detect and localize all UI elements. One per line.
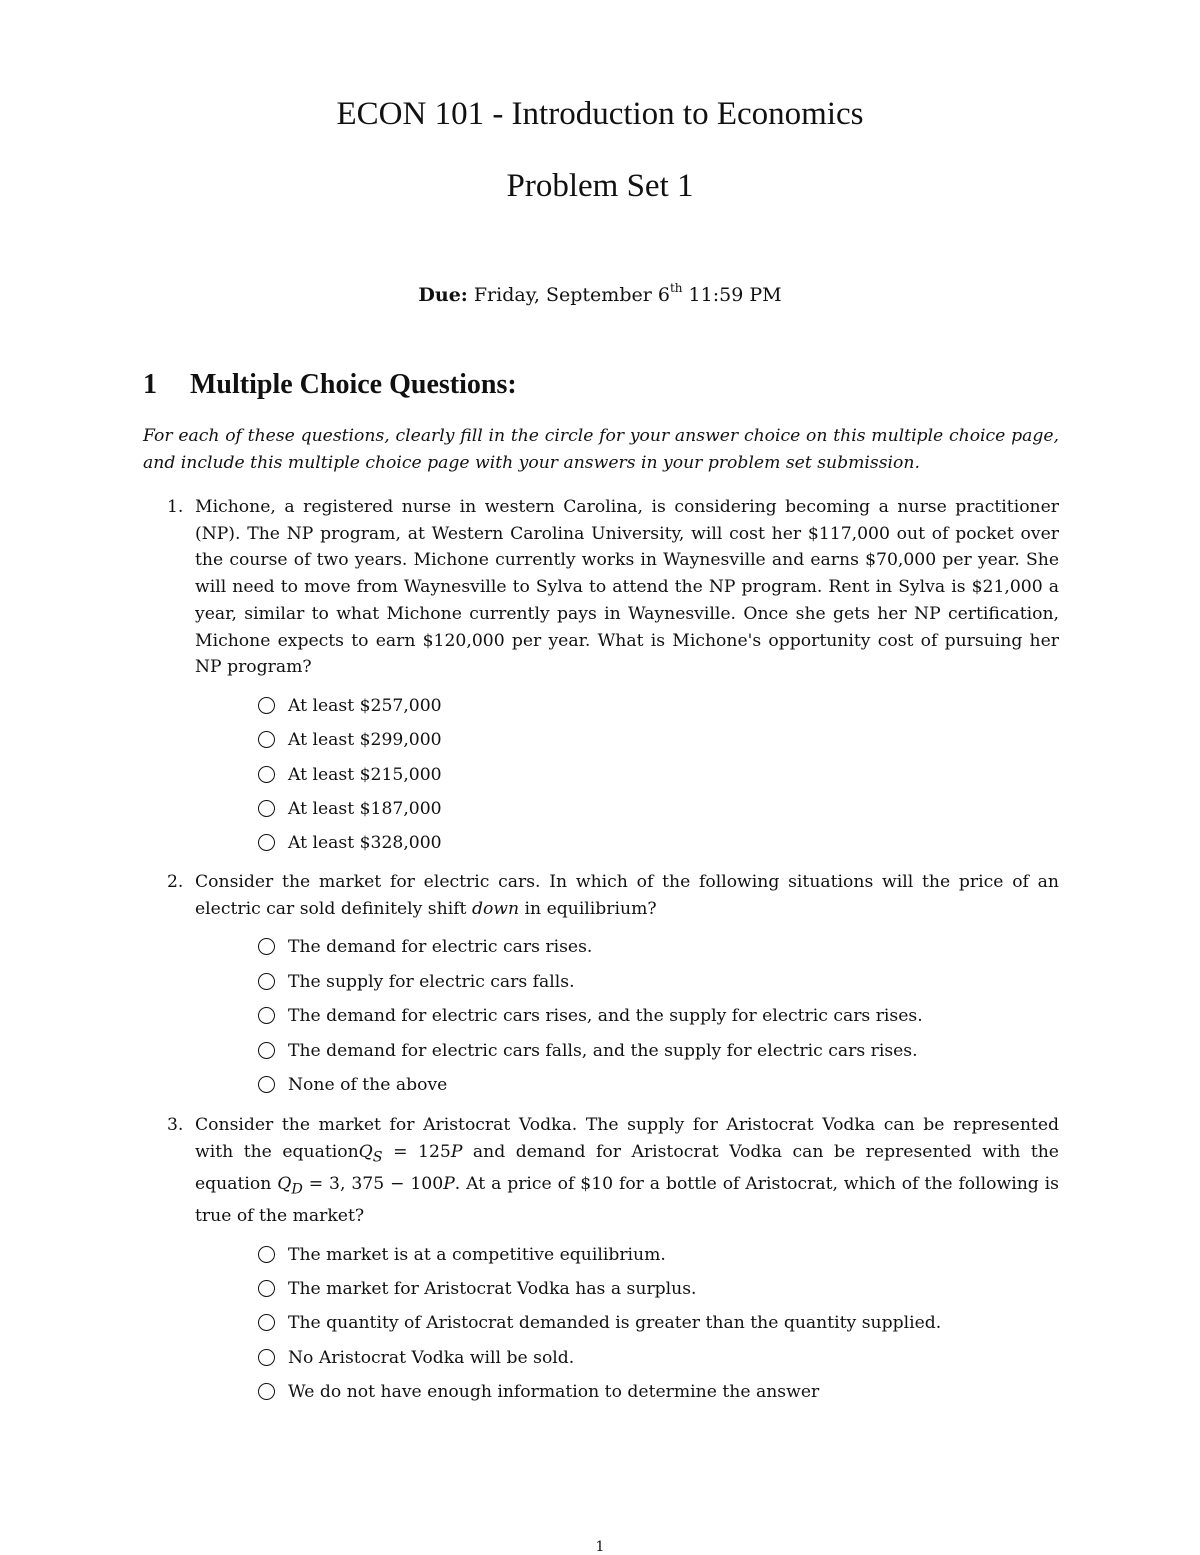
question-1 bbox=[143, 494, 1059, 861]
answer-choice bbox=[143, 826, 1059, 860]
answer-choice bbox=[143, 723, 1059, 757]
choice-label[interactable]: At least $299,000 bbox=[288, 730, 442, 751]
question-text-part: . At a price of $10 for a bottle of Aristocrat, which of the following is true of the market? bbox=[195, 1173, 1059, 1226]
answer-choices bbox=[143, 689, 1059, 861]
question-text bbox=[195, 869, 1059, 922]
section-heading bbox=[143, 368, 517, 402]
radio-circle-icon[interactable] bbox=[258, 1280, 275, 1297]
choice-label[interactable]: None of the above bbox=[288, 1074, 448, 1095]
answer-choice bbox=[143, 1068, 1059, 1102]
equation-demand bbox=[277, 1173, 303, 1198]
eq-variable: P bbox=[443, 1173, 455, 1194]
question-text: Michone, a registered nurse in western Carolina, is considering becoming a nurse practitioner (NP). The NP program, at Western Carolina University, will cost her $117,000 out of pocket over the course of two years. Michone currently works in Waynesville and earns $70,000 per year. She will need to move from Waynesville to Sylva to attend the NP program. Rent in Sylva is $21,000 a year, similar to what Michone currently pays in Waynesville. Once she gets her NP certification, Michone expects to earn $120,000 per year. What is Michone's opportunity cost of pursuing her NP program? bbox=[195, 497, 1059, 678]
radio-circle-icon[interactable] bbox=[258, 1349, 275, 1366]
due-label: Due: bbox=[418, 284, 468, 306]
due-date-line bbox=[0, 281, 1200, 306]
choice-label[interactable]: At least $328,000 bbox=[288, 833, 442, 854]
eq-subscript: S bbox=[372, 1149, 383, 1166]
choice-label[interactable]: The supply for electric cars falls. bbox=[288, 971, 575, 992]
radio-circle-icon[interactable] bbox=[258, 731, 275, 748]
radio-circle-icon[interactable] bbox=[258, 1076, 275, 1093]
question-number: 2. bbox=[167, 872, 184, 892]
question-2 bbox=[143, 869, 1059, 1102]
answer-choice bbox=[143, 1306, 1059, 1340]
choice-label[interactable]: The demand for electric cars rises. bbox=[288, 937, 593, 958]
due-date-text: Friday, September 6 bbox=[473, 284, 670, 306]
answer-choice bbox=[143, 1375, 1059, 1409]
section-title: Multiple Choice Questions: bbox=[190, 369, 517, 400]
radio-circle-icon[interactable] bbox=[258, 1314, 275, 1331]
answer-choice bbox=[143, 1238, 1059, 1272]
choice-label[interactable]: The quantity of Aristocrat demanded is greater than the quantity supplied. bbox=[288, 1313, 942, 1334]
document-title: ECON 101 - Introduction to Economics bbox=[336, 96, 864, 132]
due-time: 11:59 PM bbox=[682, 284, 782, 306]
question-text-part: in equilibrium? bbox=[519, 898, 657, 919]
radio-circle-icon[interactable] bbox=[258, 800, 275, 817]
radio-circle-icon[interactable] bbox=[258, 973, 275, 990]
question-text-part: Consider the market for electric cars. In which of the following situations will the price of an electric car sold definitely shift bbox=[195, 872, 1059, 919]
choice-label[interactable]: No Aristocrat Vodka will be sold. bbox=[288, 1347, 575, 1368]
question-text-emphasis: down bbox=[471, 898, 520, 919]
radio-circle-icon[interactable] bbox=[258, 1383, 275, 1400]
due-date bbox=[473, 281, 782, 306]
section-number: 1 bbox=[143, 369, 157, 400]
eq-rest: = 125 bbox=[382, 1141, 451, 1162]
eq-subscript: D bbox=[291, 1181, 303, 1198]
question-number: 1. bbox=[167, 497, 184, 517]
document-subtitle: Problem Set 1 bbox=[506, 168, 694, 204]
equation-supply bbox=[358, 1141, 383, 1166]
choice-label[interactable]: The demand for electric cars rises, and the supply for electric cars rises. bbox=[288, 1006, 923, 1027]
radio-circle-icon[interactable] bbox=[258, 1246, 275, 1263]
question-text-part: Consider the market for Aristocrat Vodka. The supply for Aristocrat Vodka can be represented with the equation bbox=[195, 1115, 1059, 1162]
choice-label[interactable]: The market for Aristocrat Vodka has a surplus. bbox=[288, 1279, 697, 1300]
answer-choice bbox=[143, 965, 1059, 999]
radio-circle-icon[interactable] bbox=[258, 938, 275, 955]
choice-label[interactable]: At least $215,000 bbox=[288, 764, 442, 785]
answer-choice bbox=[143, 689, 1059, 723]
radio-circle-icon[interactable] bbox=[258, 1007, 275, 1024]
answer-choice bbox=[143, 792, 1059, 826]
answer-choices bbox=[143, 930, 1059, 1102]
eq-symbol: Q bbox=[358, 1141, 373, 1162]
choice-label[interactable]: At least $257,000 bbox=[288, 695, 442, 716]
choice-label[interactable]: The demand for electric cars falls, and the supply for electric cars rises. bbox=[288, 1040, 918, 1061]
due-date-suffix: th bbox=[669, 281, 683, 295]
choice-label[interactable]: At least $187,000 bbox=[288, 799, 442, 820]
eq-rest: = 3, 375 − 100 bbox=[302, 1173, 444, 1194]
page-number: 1 bbox=[595, 1539, 605, 1555]
radio-circle-icon[interactable] bbox=[258, 1042, 275, 1059]
answer-choice bbox=[143, 1034, 1059, 1068]
answer-choice bbox=[143, 999, 1059, 1033]
radio-circle-icon[interactable] bbox=[258, 766, 275, 783]
eq-symbol: Q bbox=[277, 1173, 292, 1194]
eq-variable: P bbox=[450, 1141, 463, 1162]
choice-label[interactable]: The market is at a competitive equilibrium. bbox=[288, 1244, 666, 1265]
answer-choice bbox=[143, 930, 1059, 964]
answer-choice bbox=[143, 1341, 1059, 1375]
answer-choices bbox=[143, 1238, 1059, 1410]
choice-label[interactable]: We do not have enough information to determine the answer bbox=[288, 1382, 820, 1403]
answer-choice bbox=[143, 1272, 1059, 1306]
answer-choice bbox=[143, 758, 1059, 792]
question-text-part: and demand for Aristocrat Vodka can be represented with the equation bbox=[195, 1141, 1059, 1194]
section-instructions: For each of these questions, clearly fill in the circle for your answer choice on this multiple choice page, and include this multiple choice page with your answers in your problem set submission. bbox=[143, 426, 1059, 473]
radio-circle-icon[interactable] bbox=[258, 834, 275, 851]
question-3 bbox=[143, 1112, 1059, 1410]
radio-circle-icon[interactable] bbox=[258, 697, 275, 714]
question-text bbox=[195, 1112, 1059, 1230]
question-number: 3. bbox=[167, 1115, 184, 1135]
